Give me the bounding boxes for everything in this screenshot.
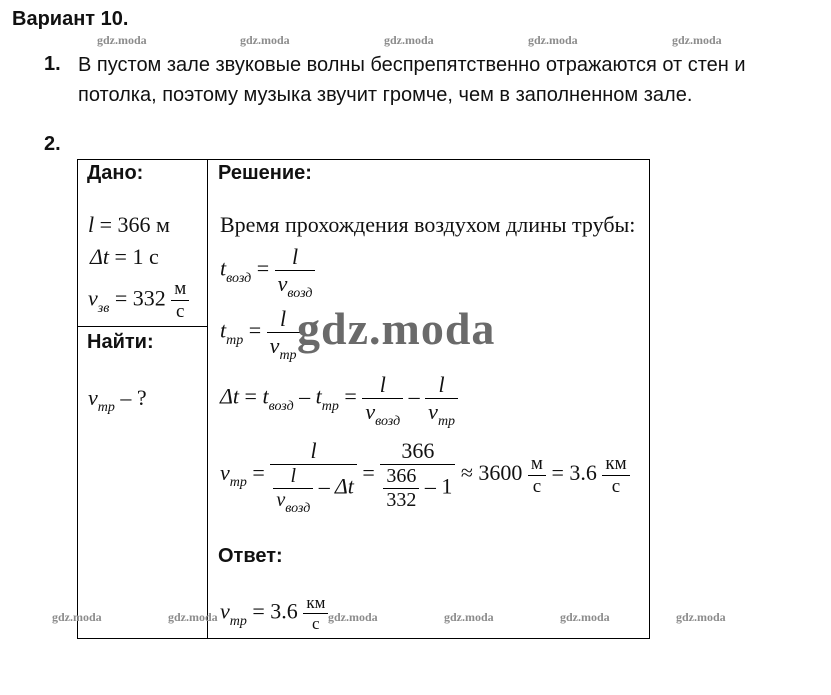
watermark: gdz.moda [328, 610, 378, 624]
formula-air-time: $t_{возд}$ = $\frac{l}{v_{возд}}$ [220, 244, 315, 297]
solution-header: Решение: [218, 162, 312, 184]
watermark: gdz.moda [384, 33, 434, 47]
watermark: gdz.moda [560, 610, 610, 624]
find-header: Найти: [87, 331, 154, 353]
given-time-diff: Δt = 1 с [90, 244, 159, 269]
formula-time-difference: $\Delta t = t_{возд} - t_{тр}$ = $\frac{l}{v_{возд}}$ – $\frac{l}{v_{тр}}$ [220, 372, 458, 425]
find-speed-pipe: $v_{тр}$ – ? [88, 385, 147, 415]
formula-pipe-time: $t_{тр}$ = $\frac{l}{v_{тр}}$ [220, 306, 300, 359]
table-divider-vertical [207, 159, 208, 638]
watermark: gdz.moda [240, 33, 290, 47]
watermark: gdz.moda [528, 33, 578, 47]
page-title: Вариант 10. [12, 8, 129, 30]
watermark-large: gdz.moda [297, 303, 496, 354]
question-2-number: 2. [44, 133, 61, 155]
table-divider-horizontal [77, 326, 208, 327]
watermark: gdz.moda [676, 610, 726, 624]
question-1-number: 1. [44, 53, 61, 75]
formula-pipe-speed: $v_{тр}$ = l $\frac{l}{v_{возд}}$ – Δt = 366 $\frac{366}{332}$ – 1 ≈ 3600 $\frac{м}{с}$ = 3.6 $\frac{км}{с}$ [220, 438, 630, 512]
given-header: Дано: [87, 162, 144, 184]
watermark: gdz.moda [672, 33, 722, 47]
given-sound-speed: $v_{зв} = 332$ $\frac{м}{с}$ [88, 278, 189, 323]
question-1-text: В пустом зале звуковые волны беспрепятственно отражаются от стен и потолка, поэтому музыка звучит громче, чем в заполненном зале. [78, 54, 746, 106]
watermark: gdz.moda [168, 610, 218, 624]
watermark: gdz.moda [97, 33, 147, 47]
given-length: l = 366 м [88, 212, 170, 237]
watermark: gdz.moda [444, 610, 494, 624]
solution-intro: Время прохождения воздухом длины трубы: [220, 212, 636, 237]
answer-formula: $v_{тр} = 3.6$ $\frac{км}{с}$ [220, 593, 328, 634]
watermark: gdz.moda [52, 610, 102, 624]
answer-header: Ответ: [218, 545, 283, 567]
